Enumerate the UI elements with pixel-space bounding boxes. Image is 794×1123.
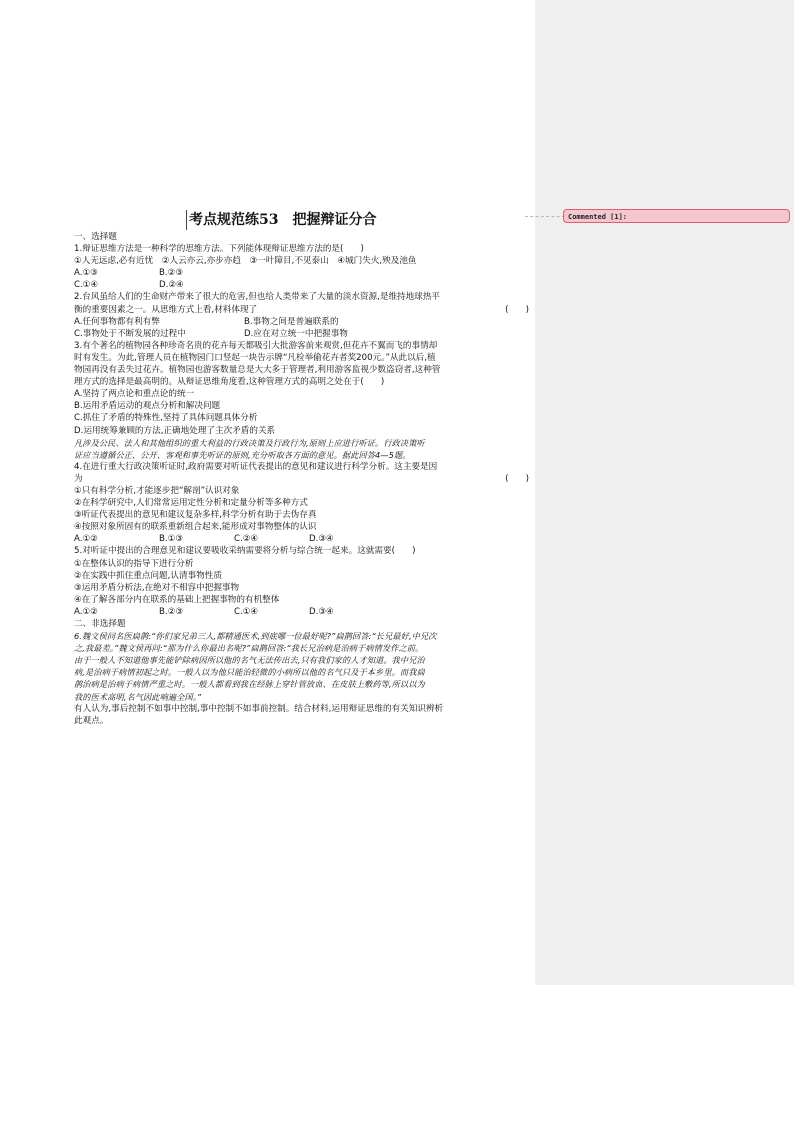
- q4-stem-2: [74, 473, 529, 485]
- q1-items: ①人无远虑,必有近忧 ②人云亦云,亦步亦趋 ③一叶障目,不见泰山 ④城门失火,殃及池鱼: [74, 256, 417, 267]
- document-body: [74, 231, 529, 727]
- q2-options-1: [74, 316, 529, 328]
- q2-options-2: [74, 328, 529, 340]
- comment-bubble[interactable]: Commented [1]:: [563, 209, 790, 223]
- material-note-1: 凡涉及公民、法人和其他组织的重大利益的行政决策及行政行为,原则上应进行听证。行政决策听: [74, 437, 425, 448]
- q4-stem-1: 4.在进行重大行政决策听证时,政府需要对听证代表提出的意见和建议进行科学分析。这主要是因: [74, 461, 438, 472]
- q1-option-a[interactable]: A.①③: [74, 268, 98, 279]
- q4-option-d[interactable]: D.③④: [309, 534, 334, 545]
- q4-options: [74, 533, 529, 545]
- q4-stem-2-text: 为: [74, 473, 83, 484]
- q2-option-a[interactable]: A.任何事物都有利有弊: [74, 316, 160, 327]
- q6-question-2: 此观点。: [74, 715, 109, 726]
- q6-line-3: 由于一般人不知道他事先能铲除病因所以他的名气无法传出去,只有我们家的人才知道。我中兄治: [74, 655, 425, 666]
- q3-line-2: 时有发生。为此,管理人员在植物园门口竖起一块告示牌“凡检举偷花卉者奖200元。”从此以后,植: [74, 352, 436, 363]
- q1-stem: 1.辩证思维方法是一种科学的思维方法。下列能体现辩证思维方法的是( ): [74, 244, 364, 255]
- q5-option-b[interactable]: B.②③: [159, 606, 184, 617]
- q1-options: [74, 267, 529, 279]
- q2-stem-1: 2.台风虽给人们的生命财产带来了很大的危害,但也给人类带来了大量的淡水资源,是维持地球热平: [74, 292, 441, 303]
- q6-line-4: 病,是治病于病情初起之时。一般人以为他只能治轻微的小病所以他的名气只及于本乡里。而我扁: [74, 667, 425, 678]
- q5-options: [74, 606, 529, 618]
- section-heading-choice: 一、选择题: [74, 232, 117, 242]
- q4-item-3: ③听证代表提出的意见和建议复杂多样,科学分析有助于去伪存真: [74, 510, 317, 521]
- q5-item-1: ①在整体认识的指导下进行分析: [74, 558, 194, 569]
- q4-item-1: ①只有科学分析,才能逐步把“解剖”认识对象: [74, 485, 240, 496]
- q2-stem-2-text: 衡的重要因素之一。从思维方式上看,材料体现了: [74, 304, 258, 315]
- q4-item-4: ④按照对象所固有的联系重新组合起来,能形成对事物整体的认识: [74, 522, 317, 533]
- comment-pane: [535, 0, 794, 985]
- q2-stem-2: [74, 304, 529, 316]
- q1-option-d[interactable]: D.②④: [159, 280, 184, 291]
- q3-option-c[interactable]: C.抓住了矛盾的特殊性,坚持了具体问题具体分析: [74, 413, 258, 424]
- q3-option-b[interactable]: B.运用矛盾运动的观点分析和解决问题: [74, 401, 221, 412]
- q2-option-b[interactable]: B.事物之间是普遍联系的: [244, 316, 339, 327]
- q2-bracket: ( ): [505, 304, 529, 315]
- q5-item-3: ③运用矛盾分析法,在绝对不相容中把握事物: [74, 582, 240, 593]
- q5-option-d[interactable]: D.③④: [309, 606, 334, 617]
- q4-option-b[interactable]: B.①③: [159, 534, 184, 545]
- q3-option-d[interactable]: D.运用统筹兼顾的方法,正确地处理了主次矛盾的关系: [74, 425, 276, 436]
- q6-line-2: 之,我最差。”魏文侯再问:“那为什么你最出名呢?”扁鹊回答:“我长兄治病是治病于病情发作之前。: [74, 643, 424, 654]
- q4-item-2: ②在科学研究中,人们常常运用定性分析和定量分析等多种方式: [74, 498, 308, 509]
- q2-option-d[interactable]: D.应在对立统一中把握事物: [244, 328, 348, 339]
- q6-line-5: 鹊治病是治病于病情严重之时。一般人都看到我在经脉上穿针管放血、在皮肤上敷药等,所以以为: [74, 679, 425, 690]
- q5-stem: 5.对听证中提出的合理意见和建议要吸收采纳需要将分析与综合统一起来。这就需要( ): [74, 546, 416, 557]
- q5-item-2: ②在实践中抓住重点问题,认清事物性质: [74, 570, 222, 581]
- q6-line-6: 我的医术高明,名气因此响遍全国。”: [74, 691, 202, 702]
- q5-option-a[interactable]: A.①②: [74, 606, 98, 617]
- comment-leader-line: [525, 216, 565, 218]
- q2-option-c[interactable]: C.事物处于不断发展的过程中: [74, 328, 186, 339]
- q3-line-1: 3.有个著名的植物园各种珍奇名贵的花卉每天都吸引大批游客前来观赏,但花卉不翼而飞的事情却: [74, 340, 438, 351]
- page-title: 考点规范练53 把握辩证分合: [186, 210, 449, 230]
- q3-line-3: 物园再没有丢失过花卉。植物园也游客数量总是大大多于管理者,利用游客监视少数盗窃者,这种管: [74, 365, 441, 376]
- q1-options-2: [74, 279, 529, 291]
- q4-bracket: ( ): [505, 473, 529, 484]
- q6-line-1: 6.魏文侯问名医扁鹊:“你们家兄弟三人,都精通医术,到底哪一位最好呢?”扁鹊回答:“长兄最好,中兄次: [74, 631, 437, 642]
- q3-option-a[interactable]: A.坚持了两点论和重点论的统一: [74, 389, 195, 400]
- q5-option-c[interactable]: C.①④: [234, 606, 259, 617]
- q4-option-c[interactable]: C.②④: [234, 534, 259, 545]
- section-heading-nonchoice: 二、非选择题: [74, 619, 126, 629]
- q3-line-4: 理方式的选择是最高明的。从辩证思维角度看,这种管理方式的高明之处在于( ): [74, 377, 385, 388]
- q6-question-1: 有人认为,事后控制不如事中控制,事中控制不如事前控制。结合材料,运用辩证思维的有关知识辨析: [74, 703, 444, 714]
- q1-option-c[interactable]: C.①④: [74, 280, 99, 291]
- q1-option-b[interactable]: B.②③: [159, 268, 184, 279]
- q4-option-a[interactable]: A.①②: [74, 534, 98, 545]
- material-note-2: 证应当遵循公正、公开、客观和事先听证的原则,充分听取各方面的意见。据此回答4—5题。: [74, 449, 411, 460]
- q5-item-4: ④在了解各部分内在联系的基础上把握事物的有机整体: [74, 594, 280, 605]
